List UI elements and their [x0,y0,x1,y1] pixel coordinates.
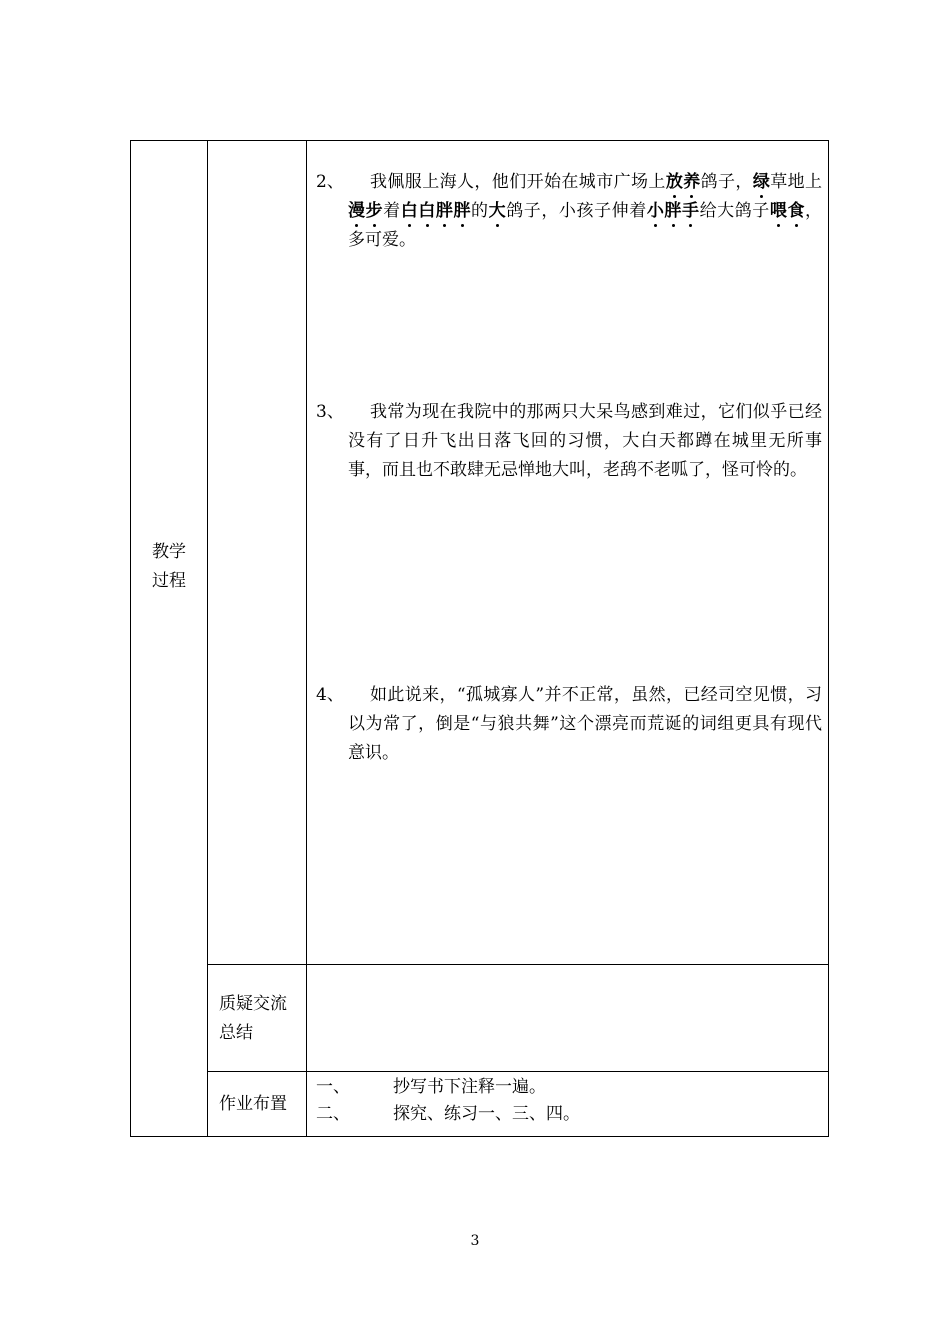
text-segment: 我佩服上海人，他们开始在城市广场上 [370,172,666,192]
table-divider-col2 [306,140,307,1137]
emphasized-word: 漫步 [348,201,384,221]
item-number: 3、 [316,402,344,422]
emphasized-word: 放养 [665,172,701,192]
homework-list [316,1074,580,1128]
list-item [316,681,822,768]
item-number: 2、 [316,172,344,192]
text-segment: 草地上 [770,172,823,192]
table-border-bottom [130,1136,829,1137]
text-segment: 鸽子， [700,172,753,192]
homework-item-number: 二、 [316,1104,350,1124]
homework-item [316,1074,580,1101]
text-segment: 的 [471,201,489,221]
emphasized-word: 大 [488,201,507,221]
summary-label [219,990,287,1048]
table-border-right [828,140,829,1137]
teaching-process-label [131,538,207,596]
item-number: 4、 [316,685,344,705]
summary-label-line1: 质疑交流 [219,994,287,1014]
table-divider-row2 [207,1071,829,1072]
emphasized-word: 白白胖胖 [400,201,472,221]
emphasized-word: 喂食 [769,201,806,221]
text-segment: 鸽子，小孩子伸着 [506,201,647,221]
item-text: 如此说来，“孤城寡人”并不正常，虽然，已经司空见惯，习以为常了，倒是“与狼共舞”这个漂亮而荒诞的词组更具有现代意识。 [348,685,822,763]
text-segment: 给大鸽子 [699,201,770,221]
item-text: 我常为现在我院中的那两只大呆鸟感到难过，它们似乎已经没有了日升飞出日落飞回的习惯，大白天都蹲在城里无所事事，而且也不敢肆无忌惮地大叫，老鸹不老呱了，怪可怜的。 [348,402,822,480]
table-divider-row1 [207,964,829,965]
table-divider-col1 [207,140,208,1137]
list-item [316,168,822,255]
emphasized-word: 小胖手 [646,201,700,221]
homework-item [316,1101,580,1128]
item-text-with-emphasis [316,168,822,255]
list-item [316,398,822,485]
homework-label: 作业布置 [219,1094,287,1114]
lesson-table [130,140,829,1137]
summary-label-line2: 总结 [219,1023,253,1043]
homework-item-text: 探究、练习一、三、四。 [393,1104,580,1124]
emphasized-word: 绿 [752,172,771,192]
teaching-process-label-line1: 教学 [152,542,186,562]
text-segment: ，多可爱。 [348,201,823,250]
homework-item-text: 抄写书下注释一遍。 [393,1077,546,1097]
page-number: 3 [470,1233,480,1249]
table-border-top [130,140,829,141]
text-segment: 着 [383,201,401,221]
teaching-process-label-line2: 过程 [152,571,186,591]
homework-item-number: 一、 [316,1077,350,1097]
table-border-left [130,140,131,1137]
